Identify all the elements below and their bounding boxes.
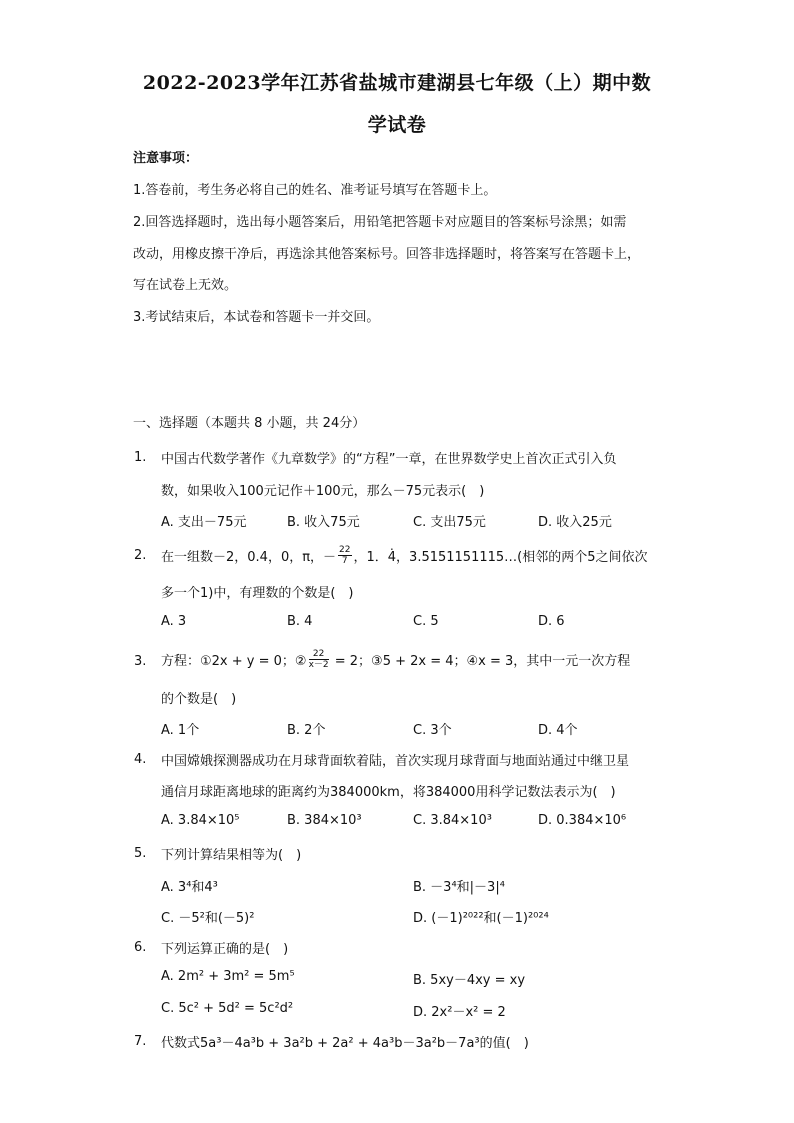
question-4-option-d: D. 0.384×10⁶	[538, 813, 627, 828]
question-3-option-c: C. 3个	[413, 723, 452, 738]
question-number: 3.	[134, 654, 147, 669]
question-number: 4.	[134, 752, 147, 767]
question-4-option-a: A. 3.84×10⁵	[161, 813, 240, 828]
note-2-line1: 2.回答选择题时，选出每小题答案后，用铅笔把答题卡对应题目的答案标号涂黑；如需	[133, 215, 627, 230]
fraction-denominator: x－2	[308, 660, 329, 670]
question-2-option-c: C. 5	[413, 614, 439, 629]
question-1-option-c: C. 支出75元	[413, 515, 486, 530]
question-3-option-b: B. 2个	[287, 723, 326, 738]
question-1-text-line2: 数，如果收入100元记作＋100元，那么－75元表示( )	[161, 484, 485, 499]
question-2-option-a: A. 3	[161, 614, 187, 629]
note-3: 3.考试结束后，本试卷和答题卡一并交回。	[133, 310, 380, 325]
question-3-text-part2: = 2；③5 + 2x = 4；④x = 3，其中一元一次方程	[330, 654, 631, 669]
question-6-option-d: D. 2x²－x² = 2	[413, 1005, 506, 1020]
question-5-option-b: B. －3⁴和|－3|⁴	[413, 880, 505, 895]
exam-title-line1: 2022-2023学年江苏省盐城市建湖县七年级（上）期中数	[142, 72, 652, 94]
question-1-option-d: D. 收入25元	[538, 515, 612, 530]
note-2-line2: 改动，用橡皮擦干净后，再选涂其他答案标号。回答非选择题时，将答案写在答题卡上，	[133, 247, 641, 262]
section-heading: 一、选择题（本题共 8 小题，共 24分）	[133, 416, 366, 431]
question-2-option-b: B. 4	[287, 614, 313, 629]
note-1: 1.答卷前，考生务必将自己的姓名、准考证号填写在答题卡上。	[133, 183, 497, 198]
note-2-line3: 写在试卷上无效。	[133, 278, 238, 293]
question-3-text-part1: 方程：①2x + y = 0；②	[161, 654, 307, 669]
question-3-option-d: D. 4个	[538, 723, 578, 738]
question-1-option-a: A. 支出－75元	[161, 515, 247, 530]
question-4-text-line2: 通信月球距离地球的距离约为384000km，将384000用科学记数法表示为( )	[161, 785, 616, 800]
question-2-text-line1	[161, 546, 648, 568]
fraction-denominator: 7	[341, 556, 348, 566]
question-4-option-b: B. 384×10³	[287, 813, 362, 828]
question-2-text-line2: 多一个1)中，有理数的个数是( )	[161, 586, 354, 601]
question-7-text-line1: 代数式5a³－4a³b + 3a²b + 2a² + 4a³b－3a²b－7a³的值( )	[161, 1036, 529, 1051]
fraction-numerator: 22	[339, 545, 351, 555]
question-5-text-line1: 下列计算结果相等为( )	[161, 848, 302, 863]
question-4-option-c: C. 3.84×10³	[413, 813, 492, 828]
question-3-text-line2: 的个数是( )	[161, 692, 237, 707]
question-6-text-line1: 下列运算正确的是( )	[161, 942, 289, 957]
question-1-text-line1: 中国古代数学著作《九章数学》的“方程”一章，在世界数学史上首次正式引入负	[161, 452, 617, 467]
question-number: 5.	[134, 846, 147, 861]
question-6-option-c: C. 5c² + 5d² = 5c²d²	[161, 1001, 294, 1016]
question-5-option-c: C. －5²和(－5)²	[161, 911, 255, 926]
question-3-option-a: A. 1个	[161, 723, 200, 738]
question-6-option-a: A. 2m² + 3m² = 5m⁵	[161, 969, 295, 984]
question-3-text-line1	[161, 650, 630, 672]
question-number: 2.	[134, 548, 147, 563]
fraction-numerator: 22	[309, 649, 329, 660]
question-number: 6.	[134, 940, 147, 955]
notes-heading: 注意事项：	[133, 151, 199, 166]
question-2-option-d: D. 6	[538, 614, 565, 629]
question-6-option-b: B. 5xy－4xy = xy	[413, 973, 526, 988]
question-2-text-part1: 在一组数－2，0.4，0，π，－	[161, 550, 337, 565]
question-5-option-a: A. 3⁴和4³	[161, 880, 218, 895]
question-4-text-line1: 中国嫦娥探测器成功在月球背面软着陆，首次实现月球背面与地面站通过中继卫星	[161, 754, 630, 769]
fraction	[309, 649, 329, 670]
fraction	[338, 545, 351, 566]
question-5-option-d: D. (－1)²⁰²²和(－1)²⁰²⁴	[413, 911, 549, 926]
question-2-text-part2: ，1．4̇，3.5151151115…(相邻的两个5之间依次	[353, 550, 648, 565]
question-number: 1.	[134, 450, 147, 465]
question-1-option-b: B. 收入75元	[287, 515, 360, 530]
exam-title-line2: 学试卷	[367, 114, 427, 136]
question-number: 7.	[134, 1034, 147, 1049]
